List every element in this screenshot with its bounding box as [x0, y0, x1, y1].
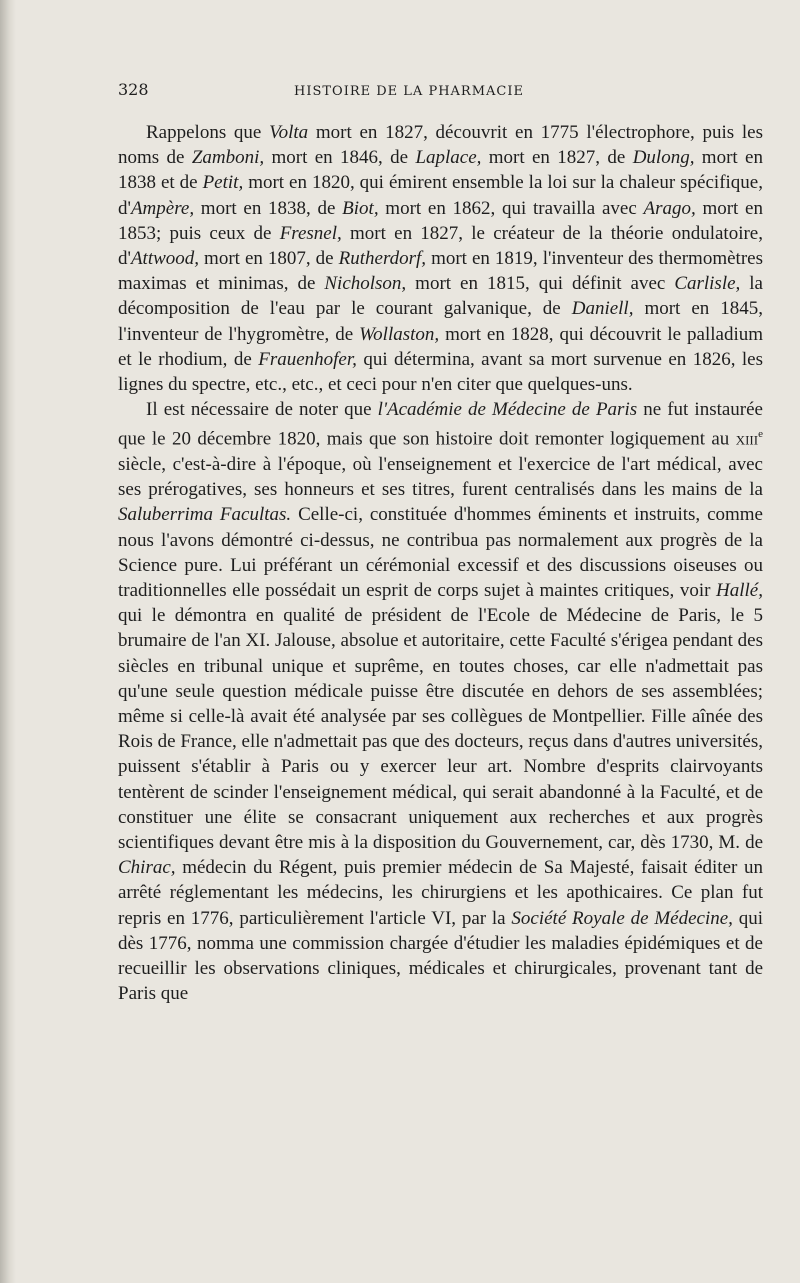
italic-name: Société Royale de Médecine,: [511, 907, 733, 929]
page-number: 328: [118, 80, 149, 99]
text-run: e: [758, 428, 763, 441]
text-run: mort en 1819, l'inventeur des thermomètres maximas et minimas, de: [118, 248, 763, 295]
text-run: qui dès 1776, nomma une commission chargée d'étudier les maladies épidémiques et de recueillir les observations cliniques, médicales et chirurgicales, provenant tant de Paris que: [118, 907, 764, 1005]
running-header: [118, 80, 763, 104]
book-page: [118, 80, 763, 1006]
italic-name: Nicholson,: [324, 273, 407, 295]
italic-name: Zamboni,: [191, 147, 265, 169]
italic-name: Hallé,: [716, 579, 763, 601]
text-run: médecin du Régent, puis premier médecin de Sa Majesté, faisait éditer un arrêté réglementant les médecins, les chirurgiens et les apothicaires. Ce plan fut repris en 1776, particulièrement l'article VI, par la: [118, 857, 763, 929]
italic-name: Attwood,: [130, 248, 200, 270]
text-run: mort en 1827, découvrit en 1775 l'électrophore, puis les noms de: [118, 122, 763, 169]
text-run: qui détermina, avant sa mort survenue en 1826, les lignes du spectre, etc., etc., et ceci pour n'en citer que quelques-uns.: [118, 348, 763, 396]
text-run: Il est nécessaire de noter que: [146, 399, 378, 421]
italic-name: Volta: [269, 122, 309, 143]
italic-name: Daniell,: [571, 298, 634, 320]
text-run: mort en 1828, qui découvrit le palladium et le rhodium, de: [118, 323, 763, 370]
paragraph: [118, 120, 763, 397]
italic-name: l'Académie de Médecine de Paris: [377, 399, 638, 421]
text-run: mort en 1827, de: [481, 147, 633, 169]
italic-name: Wollaston,: [359, 323, 440, 345]
text-run: Celle-ci, constituée d'hommes éminents et instruits, comme nous l'avons démontré ci-dessus, ne contribua pas normalement aux progrès de la Science pure. Lui préférant un cérémonial excessif et des discussions oiseuses ou traditionnelles elle possédait un esprit de corps sujet à maintes critiques, voir: [118, 504, 763, 601]
italic-name: Saluberrima Facultas.: [118, 504, 292, 526]
text-run: mort en 1815, qui définit avec: [406, 273, 675, 295]
text-run: mort en 1862, qui travailla avec: [378, 197, 644, 219]
italic-name: Carlisle,: [674, 273, 741, 295]
text-run: mort en 1853; puis ceux de: [118, 197, 763, 244]
italic-name: Biot,: [342, 197, 379, 219]
text-run: mort en 1845, l'inventeur de l'hygromètre, de: [118, 298, 763, 345]
text-run: mort en 1838 et de: [118, 147, 763, 194]
italic-name: Arago,: [643, 197, 696, 219]
text-run: la décomposition de l'eau par le courant galvanique, de: [118, 273, 763, 320]
italic-name: Frauenhofer,: [258, 348, 357, 370]
italic-name: Ampère,: [130, 197, 195, 219]
body-text: [118, 120, 763, 1006]
text-run: mort en 1820, qui émirent ensemble la loi sur la chaleur spécifique, d': [118, 172, 763, 219]
text-run: mort en 1807, de: [199, 248, 339, 270]
paragraph: [118, 397, 763, 1006]
italic-name: Laplace,: [415, 147, 482, 169]
italic-name: Petit,: [202, 172, 244, 194]
text-run: mort en 1838, de: [194, 197, 343, 219]
text-run: ne fut instaurée que le 20 décembre 1820, mais que son histoire doit remonter logiquement au: [118, 399, 763, 450]
text-run: siècle, c'est-à-dire à l'époque, où l'enseignement et l'exercice de l'art médical, avec ses prérogatives, ses honneurs et ses titres, furent centralisés dans les mains de la: [118, 453, 763, 501]
italic-name: Fresnel,: [279, 222, 342, 244]
text-run: qui le démontra en qualité de président de l'Ecole de Médecine de Paris, le 5 brumaire de l'an XI. Jalouse, absolue et autoritaire, cette Faculté s'érigea pendant des siècles en tribunal unique et suprême, en toutes choses, car elle n'admettait pas qu'une seule question médicale puisse être discutée en dehors de ses assemblées; même si celle-là avait été analysée par ses collègues de Montpellier. Fille aînée des Rois de France, elle n'admettait pas que des docteurs, reçus dans d'autres universités, puissent s'établir à Paris ou y exercer leur art. Nombre d'esprits clairvoyants tentèrent de scinder l'enseignement médical, qui serait abandonné à la Faculté, et de constituer une élite se consacrant uniquement aux recherches et aux progrès scientifiques devant être mis à la disposition du Gouvernement, car, dès 1730, M. de: [118, 605, 763, 854]
text-run: mort en 1846, de: [264, 147, 416, 169]
running-title: HISTOIRE DE LA PHARMACIE: [294, 84, 524, 99]
text-run: Rappelons que: [146, 122, 270, 143]
italic-name: Dulong,: [632, 147, 695, 169]
italic-name: Rutherdorf,: [338, 248, 427, 270]
page-binding-edge: [0, 0, 16, 1283]
text-run: mort en 1827, le créateur de la théorie ondulatoire, d': [118, 222, 763, 270]
italic-name: Chirac,: [118, 857, 176, 879]
text-run: xiii: [735, 428, 759, 450]
